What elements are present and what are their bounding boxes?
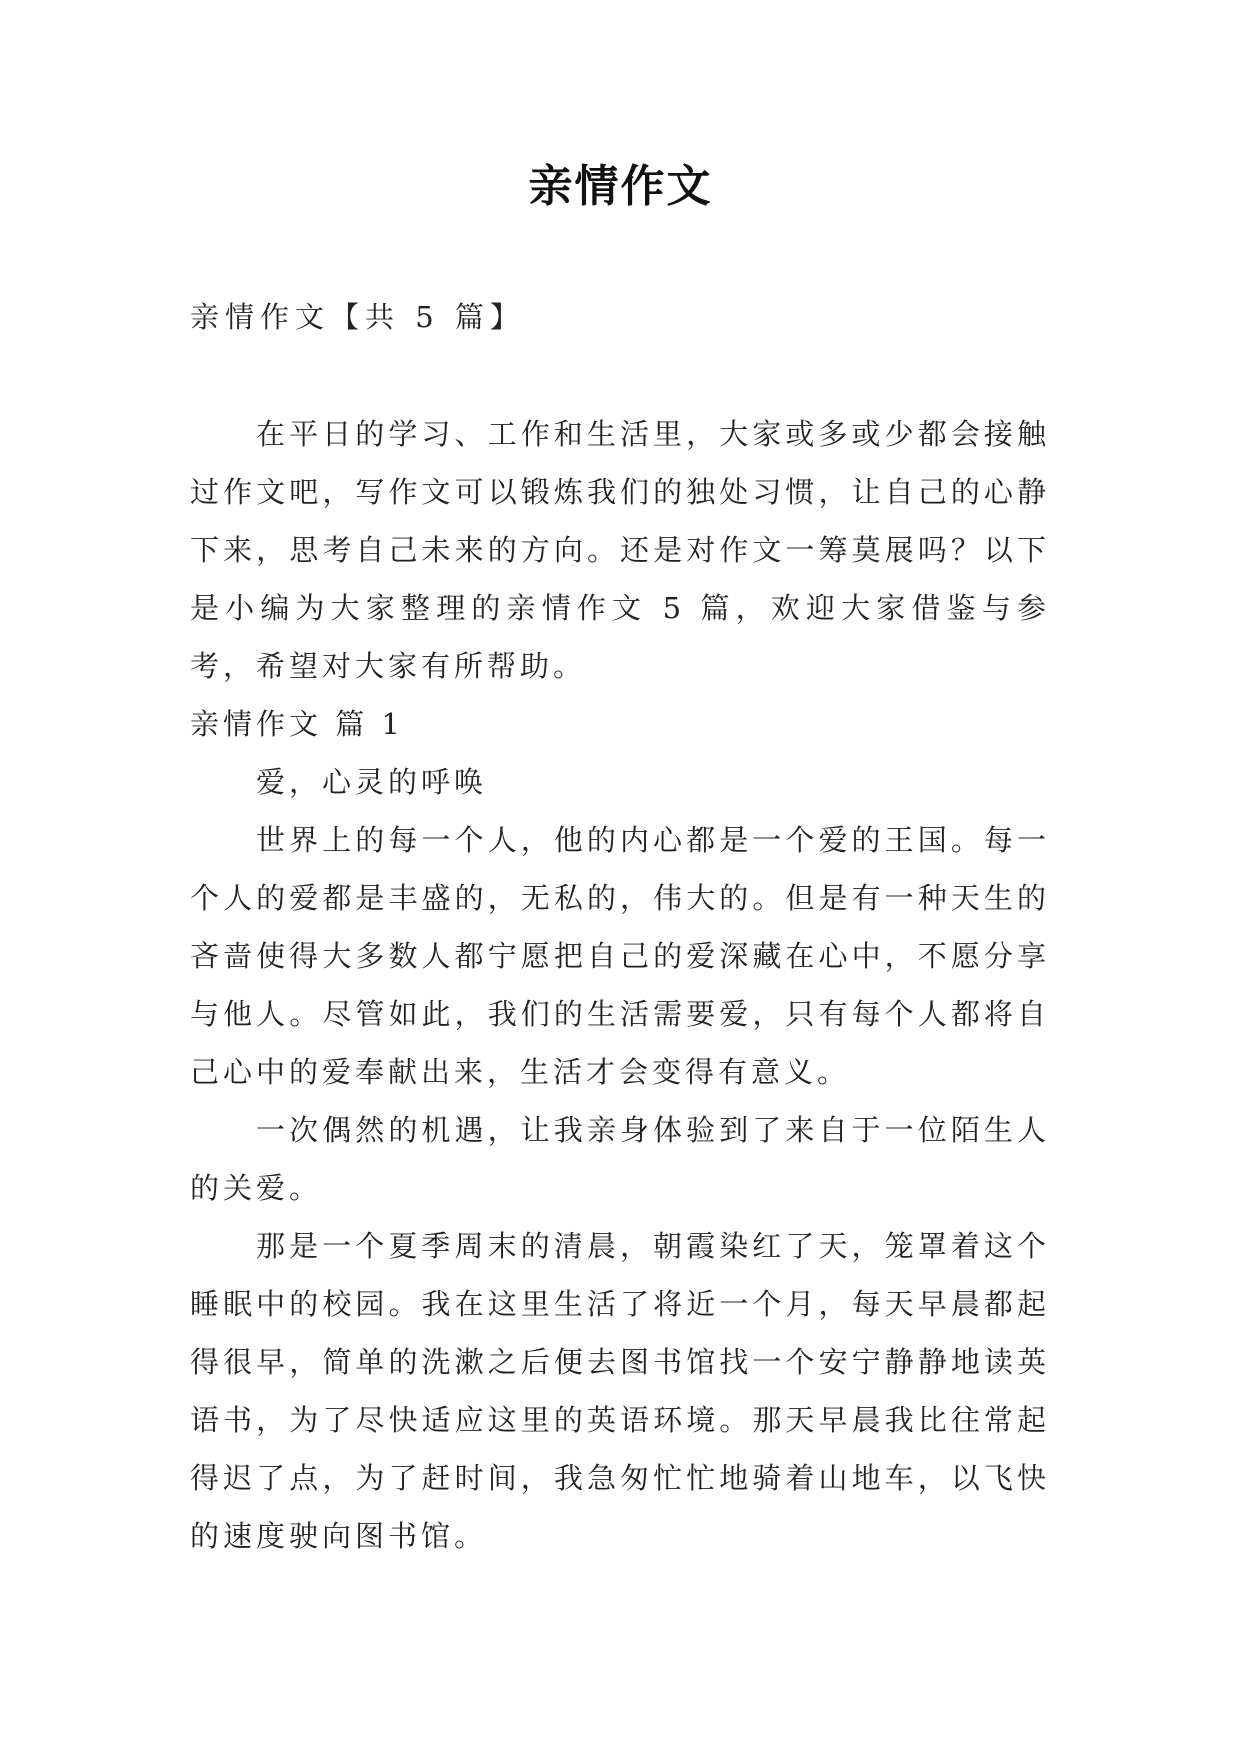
document-body — [190, 405, 1050, 1565]
document-subtitle: 亲情作文【共 5 篇】 — [190, 300, 525, 334]
document-title: 亲情作文 — [528, 161, 713, 212]
body-paragraph: 世界上的每一个人，他的内心都是一个爱的王国。每一个人的爱都是丰盛的，无私的，伟大的。但是有一种天生的吝啬使得大多数人都宁愿把自己的爱深藏在心中，不愿分享与他人。尽管如此，我们的生活需要爱，只有每个人都将自己心中的爱奉献出来，生活才会变得有意义。 — [190, 823, 1050, 1089]
essay-title: 爱，心灵的呼唤 — [256, 765, 488, 799]
intro-paragraph: 在平日的学习、工作和生活里，大家或多或少都会接触过作文吧，写作文可以锻炼我们的独处习惯，让自己的心静下来，思考自己未来的方向。还是对作文一筹莫展吗？以下是小编为大家整理的亲情作文 5 篇，欢迎大家借鉴与参考，希望对大家有所帮助。 — [190, 417, 1050, 683]
section-heading: 亲情作文 篇 1 — [190, 707, 404, 741]
body-paragraph: 一次偶然的机遇，让我亲身体验到了来自于一位陌生人的关爱。 — [190, 1113, 1050, 1205]
body-paragraph: 那是一个夏季周末的清晨，朝霞染红了天，笼罩着这个睡眠中的校园。我在这里生活了将近一个月，每天早晨都起得很早，简单的洗漱之后便去图书馆找一个安宁静静地读英语书，为了尽快适应这里的英语环境。那天早晨我比往常起得迟了点，为了赶时间，我急匆忙忙地骑着山地车，以飞快的速度驶向图书馆。 — [190, 1229, 1050, 1553]
